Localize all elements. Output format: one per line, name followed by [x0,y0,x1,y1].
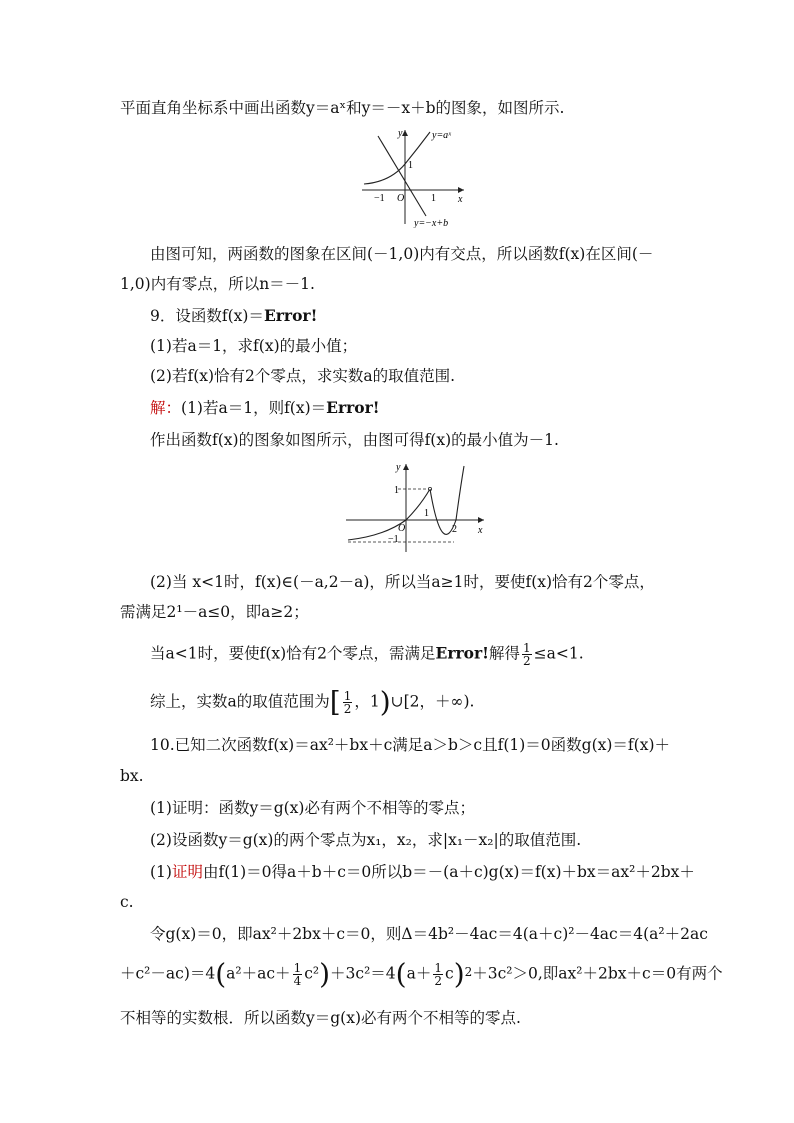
case2-solve: 解得 [489,644,521,663]
solution-9-text: (1)若a＝1，则f(x)＝ [181,399,327,417]
error-mark: Error! [435,643,489,663]
label-exp: y=aˣ [432,130,452,141]
label-line: y=−x+b [414,218,449,228]
y-axis-arrow [402,130,408,136]
delta-mid: ＋3c²＝4 [330,964,396,983]
label-y: y [396,462,401,473]
label-one-y: 1 [394,485,399,496]
label-neg1: −1 [374,193,385,204]
paragraph-conclusion-line2: 1,0)内有零点，所以n＝－1. [120,275,315,293]
solution-9-graph-note: 作出函数f(x)的图象如图所示，由图可得f(x)的最小值为－1. [150,431,559,449]
fraction-half [433,962,443,987]
bracket-open: [ [329,685,341,719]
exp-branch [348,489,430,540]
question-9 [150,306,317,326]
label-origin: O [398,523,406,534]
proof-label: 证明 [171,863,203,881]
delta-line2: ＋c²－ac)＝4(a²＋ac＋ $\frac{1}{4}$ c²)＋3c²＝4(a＋ $\frac{1}{2}$ c)$^2$＋3c²＞0,即ax²＋2bx＋c＝0有两个 [120,957,723,991]
x-axis-arrow [478,517,484,523]
fraction-quarter [293,962,303,987]
label-one-x: 1 [431,193,436,204]
summary-upper: ，1 [354,692,380,711]
paren-close: ) [379,685,391,719]
question-9-part1: (1)若a＝1，求f(x)的最小值； [150,337,358,355]
summary-union: ∪[2，＋∞). [390,692,475,711]
delta-c: c [445,964,454,983]
figure-exp-and-line [360,124,470,228]
quadratic-branch [430,466,464,534]
delta-line1: 令g(x)＝0，即ax²＋2bx＋c＝0，则Δ＝4b²－4ac＝4(a＋c)²－4ac＝4(a²＋2ac [150,925,708,943]
paren-close: ) [453,957,465,991]
fraction-numerator: 1 [293,961,302,975]
error-mark: Error! [326,398,380,417]
solution-label: 解： [150,399,182,417]
question-10-line1: 10.已知二次函数f(x)＝ax²＋bx＋c满足a＞b＞c且f(1)＝0函数g(x)＝f(x)＋ [150,736,670,754]
fraction-half [522,642,532,667]
delta-inner2: a＋ [406,964,432,983]
label-two-x: 2 [452,524,457,535]
delta-inner: a²＋ac＋ [226,964,291,983]
figure-piecewise [344,460,490,556]
fraction-numerator: 1 [434,961,442,975]
fraction-denominator: 2 [343,702,352,716]
paragraph-conclusion-line1: 由图可知，两函数的图象在区间(－1,0)内有交点，所以函数f(x)在区间(－ [150,245,654,263]
label-x: x [458,194,463,205]
proof-part: (1) [150,863,172,881]
paren-open: ( [395,957,407,991]
proof-text: 由f(1)＝0得a＋b＋c＝0所以b＝－(a＋c)g(x)＝f(x)＋bx＝ax²＋2bx＋ [202,863,695,881]
case2-text: 当a<1时，要使f(x)恰有2个零点，需满足 [150,644,436,663]
x-axis-arrow [458,187,464,193]
paren-open: ( [215,957,227,991]
label-y: y [398,128,403,139]
proof-line1 [150,862,695,882]
question-9-part2: (2)若f(x)恰有2个零点，求实数a的取值范围. [150,367,456,385]
question-10-part1: (1)证明：函数y＝g(x)必有两个不相等的零点； [150,799,475,817]
solution-9-part2-line1: (2)当 x<1时，f(x)∈(－a,2－a)，所以当a≥1时，要使f(x)恰有2个零点， [150,573,655,591]
fraction-numerator: 1 [523,641,531,655]
paragraph-graph-intro: 平面直角坐标系中画出函数y＝aˣ和y＝－x＋b的图象，如图所示. [120,99,565,117]
solution-9-case2 [150,642,584,667]
conclusion: 不相等的实数根．所以函数y＝g(x)必有两个不相等的零点. [120,1009,521,1027]
case2-result: ≤a<1. [533,644,584,663]
solution-9-part2-line2: 需满足2¹－a≤0，即a≥2； [120,603,309,621]
label-origin: O [397,193,405,204]
delta-prefix: ＋c²－ac)＝4 [120,964,216,983]
fraction-denominator: 4 [293,974,302,988]
fraction-numerator: 1 [343,689,352,703]
label-neg1: −1 [388,534,399,545]
paren-close: ) [319,957,331,991]
question-9-text: 9．设函数f(x)＝ [150,307,264,325]
error-mark: Error! [263,306,318,325]
label-one-y: 1 [408,160,413,171]
summary-text: 综上，实数a的取值范围为 [150,692,330,711]
delta-tail: ＋3c²＞0,即ax²＋2bx＋c＝0有两个 [472,964,723,983]
solution-9-summary [150,685,475,719]
proof-line2: c. [120,893,134,911]
delta-c2: c² [304,964,320,983]
label-one-x: 1 [424,508,429,519]
fraction-denominator: 2 [434,974,442,988]
label-x: x [478,525,483,536]
exp-curve [364,132,430,184]
y-axis-arrow [403,464,409,470]
line-curve [378,136,426,216]
fraction-half [343,690,353,715]
solution-9-part1 [150,398,380,418]
question-10-line2: bx. [120,767,144,785]
fraction-denominator: 2 [523,654,531,668]
question-10-part2: (2)设函数y＝g(x)的两个零点为x₁，x₂，求|x₁－x₂|的取值范围. [150,831,582,849]
